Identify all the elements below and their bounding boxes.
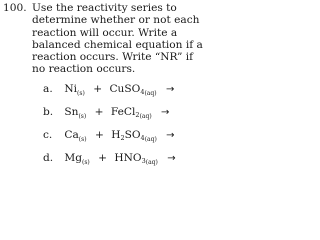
question-number: 100. [3,2,27,14]
plus-sign: + [93,83,103,95]
item-letter: c. [43,129,53,141]
question-line: Use the reactivity series to [32,2,177,14]
reaction-item-c [43,129,175,142]
reactant-2-state: (aq) [144,136,157,143]
reactant-2: $H_2SO_4$ [111,129,145,142]
reactant-1-state: (s) [78,113,87,120]
reactant-2: $HNO_3$ [114,152,146,165]
reaction-arrow-icon: → [165,84,175,95]
question-line: balanced chemical equation if a [32,38,203,51]
plus-sign: + [98,152,108,164]
reactant-1: Ca [64,129,79,141]
reactant-1: Ni [64,83,78,95]
reactant-2-state: (aq) [139,113,152,120]
question-text [32,2,203,76]
reactant-1: Sn [64,106,79,118]
question-line: no reaction occurs. [32,63,136,76]
reaction-arrow-icon: → [167,153,176,164]
reactant-2-state: (aq) [145,159,158,166]
reaction-item-b [43,106,169,119]
item-letter: d. [43,152,54,164]
reactant-2-state: (aq) [144,90,157,97]
reaction-item-a [43,83,174,96]
plus-sign: + [94,106,104,118]
reactant-1-state: (s) [77,90,85,97]
reactant-1: Mg [64,152,83,164]
reaction-arrow-icon: → [166,130,175,141]
question-line: reaction occurs. Write “NR” if [32,51,194,64]
reactant-2: FeCl$_2$ [110,106,140,119]
item-letter: a. [43,83,53,95]
reactant-1-state: (s) [82,159,90,166]
reactant-1-state: (s) [78,136,87,143]
reaction-item-d [43,152,176,165]
reactant-2: CuSO$_4$ [109,83,145,96]
plus-sign: + [94,129,104,141]
item-letter: b. [43,106,54,118]
question-line: determine whether or not each [32,14,200,27]
reaction-arrow-icon: → [161,107,170,118]
question-line: reaction will occur. Write a [32,26,178,39]
